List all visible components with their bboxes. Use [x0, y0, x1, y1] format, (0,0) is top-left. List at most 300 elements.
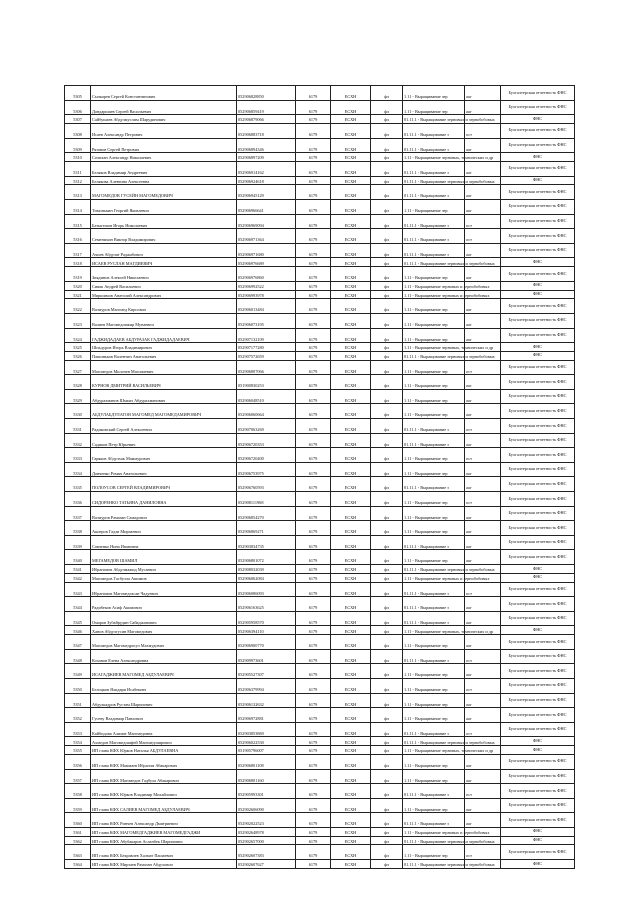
cell-num: 5330: [65, 404, 91, 419]
cell-code: 6179: [296, 635, 331, 650]
cell-src: ЕСХН: [331, 343, 371, 352]
cell-code: 6179: [296, 86, 331, 101]
cell-fl: фл: [371, 328, 403, 343]
cell-inn: 052902022523: [237, 813, 296, 828]
cell-name: Данченко Роман Анатольевич: [91, 462, 237, 477]
cell-code: 6179: [296, 267, 331, 282]
cell-fl: фл: [371, 784, 403, 799]
cell-name: ИСАГАДЖИЕВ МАГОМЕД АБДУЛАЕВИЧ: [91, 664, 237, 679]
cell-note: Бухгалтерская отчетность ФНС: [501, 375, 575, 390]
cell-num: 5364: [65, 860, 91, 869]
cell-num: 5340: [65, 550, 91, 565]
cell-name: Ахмедов Магомедшафей Магомедзаирович: [91, 737, 237, 746]
cell-fl: фл: [371, 185, 403, 200]
cell-col8: ост: [465, 784, 501, 799]
cell-note: Бухгалтерская отчетность ФНС: [501, 199, 575, 214]
cell-num: 5360: [65, 813, 91, 828]
table-row: [65, 243, 575, 258]
cell-num: 5308: [65, 123, 91, 138]
cell-code: 6179: [296, 769, 331, 784]
cell-code: 6179: [296, 582, 331, 597]
cell-note: Бухгалтерская отчетность ФНС: [501, 678, 575, 693]
cell-col8: ааг: [465, 754, 501, 769]
cell-fl: фл: [371, 433, 403, 448]
cell-name: ИП глава КФХ САЛИЕВ МАГОМЕД АБДУЛАЕВИЧ: [91, 798, 237, 813]
table-row: [65, 784, 575, 799]
cell-src: ЕСХН: [331, 746, 371, 755]
cell-col8: ост: [465, 649, 501, 664]
cell-name: МАГОМЕДОВ ГУСЕЙН МАГОМЕДОВИЧ: [91, 185, 237, 200]
cell-col8: ост: [465, 492, 501, 507]
cell-code: 6179: [296, 573, 331, 582]
cell-name: Ибрагимов Магомедгасан Чадуевич: [91, 582, 237, 597]
cell-text: 01.11.1 - Выращивание з: [403, 784, 465, 799]
cell-note: ФНС: [501, 626, 575, 635]
table-row: [65, 565, 575, 574]
cell-inn: 052906801160: [237, 769, 296, 784]
cell-num: 5321: [65, 290, 91, 299]
cell-src: ЕСХН: [331, 693, 371, 708]
cell-src: ЕСХН: [331, 214, 371, 229]
table-row: [65, 649, 575, 664]
cell-note: Бухгалтерская отчетность ФНС: [501, 328, 575, 343]
cell-fl: фл: [371, 462, 403, 477]
cell-note: Бухгалтерская отчетность ФНС: [501, 535, 575, 550]
cell-note: ФНС: [501, 860, 575, 869]
table-row: [65, 299, 575, 314]
cell-src: ЕСХН: [331, 845, 371, 860]
cell-num: 5320: [65, 281, 91, 290]
cell-num: 5351: [65, 693, 91, 708]
cell-code: 6179: [296, 138, 331, 153]
cell-fl: фл: [371, 506, 403, 521]
cell-code: 6179: [296, 678, 331, 693]
cell-fl: фл: [371, 258, 403, 267]
cell-name: Садиков Петр Юрьевич: [91, 433, 237, 448]
cell-code: 6179: [296, 433, 331, 448]
cell-note: ФНС: [501, 258, 575, 267]
cell-fl: фл: [371, 836, 403, 845]
cell-code: 6179: [296, 737, 331, 746]
cell-num: 5342: [65, 573, 91, 582]
cell-inn: 052906022530: [237, 737, 296, 746]
cell-col8: ааг: [465, 267, 501, 282]
cell-text: 1.11 - Выращивание зер: [403, 404, 465, 419]
cell-name: Сайбушаев Абдулмуслим Шарудинович: [91, 115, 237, 124]
cell-text: 1.11 - Выращивание зерновых и зернобобовых: [403, 827, 465, 836]
cell-src: ЕСХН: [331, 477, 371, 492]
cell-text: 01.11.1 - Выращивание з: [403, 535, 465, 550]
cell-text: 01.11.1 - Выращивание з: [403, 161, 465, 176]
cell-code: 6179: [296, 404, 331, 419]
cell-num: 5323: [65, 313, 91, 328]
cell-text: 01.11.1 - Выращивание зерновых и зернобобовых: [403, 351, 465, 360]
cell-code: 6179: [296, 176, 331, 185]
cell-note: Бухгалтерская отчетность ФНС: [501, 100, 575, 115]
cell-num: 5326: [65, 351, 91, 360]
cell-src: ЕСХН: [331, 664, 371, 679]
table-row: [65, 462, 575, 477]
cell-fl: фл: [371, 492, 403, 507]
cell-fl: фл: [371, 115, 403, 124]
table-row: [65, 597, 575, 612]
table-row: [65, 448, 575, 463]
cell-inn: 051905796007: [237, 746, 296, 755]
cell-note: ФНС: [501, 176, 575, 185]
cell-num: 5310: [65, 153, 91, 162]
cell-text: 1.11 - Выращивание зер: [403, 389, 465, 404]
cell-num: 5358: [65, 784, 91, 799]
cell-src: ЕСХН: [331, 351, 371, 360]
cell-code: 6179: [296, 313, 331, 328]
cell-code: 6179: [296, 521, 331, 536]
cell-code: 6179: [296, 161, 331, 176]
cell-col8: ааг: [465, 798, 501, 813]
cell-src: ЕСХН: [331, 123, 371, 138]
cell-text: 1.11 - Выращивание зер: [403, 845, 465, 860]
cell-num: 5350: [65, 678, 91, 693]
cell-name: Исаев Александр Петрович: [91, 123, 237, 138]
cell-text: 01.11.1 - Выращивание з: [403, 611, 465, 626]
table-row: [65, 678, 575, 693]
cell-note: ФНС: [501, 343, 575, 352]
cell-name: СИДОРЕНКО ТАТЬЯНА ДАНИЛОВНА: [91, 492, 237, 507]
cell-text: 1.11 - Выращивание зерновых и зернобобовых: [403, 573, 465, 582]
cell-note: Бухгалтерская отчетность ФНС: [501, 360, 575, 375]
cell-col8: ааг: [465, 433, 501, 448]
table-row: [65, 229, 575, 244]
cell-text: 01.11.1 - Выращивание з: [403, 214, 465, 229]
cell-num: 5363: [65, 845, 91, 860]
cell-name: ИСАЕВ РУСЛАН МАГДИЕВИЧ: [91, 258, 237, 267]
cell-note: ФНС: [501, 115, 575, 124]
cell-fl: фл: [371, 678, 403, 693]
cell-fl: фл: [371, 611, 403, 626]
cell-name: ИП глава КФХ Магомедов Гадбула Абакарович: [91, 769, 237, 784]
table-row: [65, 860, 575, 869]
cell-code: 6179: [296, 722, 331, 737]
cell-src: ЕСХН: [331, 827, 371, 836]
table-row: [65, 360, 575, 375]
cell-num: 5361: [65, 827, 91, 836]
cell-inn: 052903853869: [237, 722, 296, 737]
cell-src: ЕСХН: [331, 360, 371, 375]
cell-text: 1.11 - Выращивание зер: [403, 328, 465, 343]
cell-code: 6179: [296, 123, 331, 138]
cell-num: 5331: [65, 419, 91, 434]
table-row: [65, 115, 575, 124]
cell-name: Валиуров Магомед Кирсович: [91, 299, 237, 314]
cell-src: ЕСХН: [331, 389, 371, 404]
cell-text: 1.11 - Выращивание зер: [403, 754, 465, 769]
cell-text: 1.11 - Выращивание зер: [403, 678, 465, 693]
cell-text: 1.11 - Выращивание зер: [403, 664, 465, 679]
cell-inn: 052906972881: [237, 708, 296, 723]
cell-text: 1.11 - Выращивание зер: [403, 100, 465, 115]
table-row: [65, 351, 575, 360]
cell-note: Бухгалтерская отчетность ФНС: [501, 433, 575, 448]
cell-inn: 052906060664: [237, 404, 296, 419]
cell-note: Бухгалтерская отчетность ФНС: [501, 404, 575, 419]
cell-src: ЕСХН: [331, 737, 371, 746]
cell-src: ЕСХН: [331, 199, 371, 214]
cell-col8: ост: [465, 214, 501, 229]
registry-sheet: [64, 85, 574, 869]
cell-inn: 052906883718: [237, 123, 296, 138]
cell-text: 1.11 - Выращивание зер: [403, 521, 465, 536]
cell-inn: 052906760593: [237, 477, 296, 492]
cell-text: 1.11 - Выращивание зер: [403, 769, 465, 784]
cell-name: МЕГАМЕДОВ ШАМИЛ: [91, 550, 237, 565]
cell-inn: 052906379994: [237, 678, 296, 693]
cell-num: 5315: [65, 214, 91, 229]
cell-note: Бухгалтерская отчетность ФНС: [501, 313, 575, 328]
cell-note: ФНС: [501, 746, 575, 755]
cell-name: Белоцков Ялидари Исабековч: [91, 678, 237, 693]
cell-src: ЕСХН: [331, 769, 371, 784]
cell-note: Бухгалтерская отчетность ФНС: [501, 813, 575, 828]
cell-fl: фл: [371, 573, 403, 582]
cell-inn: 052905527307: [237, 664, 296, 679]
cell-num: 5317: [65, 243, 91, 258]
table-row: [65, 86, 575, 101]
cell-fl: фл: [371, 86, 403, 101]
cell-src: ЕСХН: [331, 375, 371, 390]
cell-src: ЕСХН: [331, 448, 371, 463]
cell-fl: фл: [371, 521, 403, 536]
cell-name: Шихдуров Игорь Владимирович: [91, 343, 237, 352]
table-row: [65, 492, 575, 507]
cell-code: 6179: [296, 492, 331, 507]
table-row: [65, 281, 575, 290]
cell-src: ЕСХН: [331, 281, 371, 290]
cell-name: ИП глава КФХ Мирзаев Рамазан Абдулович: [91, 860, 237, 869]
table-row: [65, 138, 575, 153]
cell-num: 5348: [65, 649, 91, 664]
cell-name: Семенихин Виктор Владимирович: [91, 229, 237, 244]
table-row: [65, 827, 575, 836]
cell-name: Ханов Абдулгусин Магомедович: [91, 626, 237, 635]
cell-note: ФНС: [501, 281, 575, 290]
cell-fl: фл: [371, 708, 403, 723]
cell-num: 5355: [65, 746, 91, 755]
cell-col8: ааг: [465, 138, 501, 153]
cell-note: ФНС: [501, 737, 575, 746]
table-row: [65, 100, 575, 115]
cell-src: ЕСХН: [331, 153, 371, 162]
cell-text: 1.11 - Выращивание зерновых, технических и др: [403, 153, 465, 162]
cell-code: 6179: [296, 813, 331, 828]
cell-inn: 052908032039: [237, 565, 296, 574]
cell-src: ЕСХН: [331, 185, 371, 200]
cell-fl: фл: [371, 477, 403, 492]
cell-code: 6179: [296, 708, 331, 723]
cell-name: АБДУЛАБДУЛАТОВ МАГОМЕД МАГОМЕДАМИРОВИЧ: [91, 404, 237, 419]
cell-note: Бухгалтерская отчетность ФНС: [501, 123, 575, 138]
cell-inn: 052906993978: [237, 290, 296, 299]
cell-text: 1.11 - Выращивание зер: [403, 708, 465, 723]
cell-num: 5335: [65, 477, 91, 492]
cell-col8: ааг: [465, 243, 501, 258]
cell-src: ЕСХН: [331, 565, 371, 574]
cell-note: Бухгалтерская отчетность ФНС: [501, 708, 575, 723]
cell-text: 01.11.1 - Выращивание зерновых и зернобобовых: [403, 258, 465, 267]
cell-col8: ааг: [465, 328, 501, 343]
cell-code: 6179: [296, 153, 331, 162]
table-row: [65, 375, 575, 390]
cell-num: 5334: [65, 462, 91, 477]
cell-name: КУРНОВ ДМИТРИЙ ВАСИЛЬЕВИЧ: [91, 375, 237, 390]
cell-src: ЕСХН: [331, 313, 371, 328]
cell-src: ЕСХН: [331, 626, 371, 635]
cell-text: 1.11 - Выращивание зер: [403, 635, 465, 650]
cell-num: 5324: [65, 328, 91, 343]
cell-note: Бухгалтерская отчетность ФНС: [501, 722, 575, 737]
cell-code: 6179: [296, 351, 331, 360]
cell-num: 5359: [65, 798, 91, 813]
table-row: [65, 693, 575, 708]
table-row: [65, 708, 575, 723]
cell-inn: 052906879066: [237, 115, 296, 124]
cell-src: ЕСХН: [331, 115, 371, 124]
cell-note: Бухгалтерская отчетность ФНС: [501, 243, 575, 258]
cell-fl: фл: [371, 737, 403, 746]
cell-inn: 052906720353: [237, 433, 296, 448]
cell-text: 01.11.1 - Выращивание з: [403, 419, 465, 434]
cell-num: 5309: [65, 138, 91, 153]
cell-note: Бухгалтерская отчетность ФНС: [501, 649, 575, 664]
cell-col8: ааг: [465, 161, 501, 176]
cell-inn: 052907132109: [237, 328, 296, 343]
cell-inn: 052906720400: [237, 448, 296, 463]
cell-num: 5319: [65, 267, 91, 282]
cell-src: ЕСХН: [331, 597, 371, 612]
cell-name: Магомедов Милочев Магомаевич: [91, 360, 237, 375]
cell-name: Миршимов Анатолий Александрович: [91, 290, 237, 299]
cell-inn: 052906945129: [237, 185, 296, 200]
cell-inn: 052906976689: [237, 258, 296, 267]
cell-code: 6179: [296, 290, 331, 299]
cell-src: ЕСХН: [331, 462, 371, 477]
cell-col8: ааг: [465, 693, 501, 708]
cell-src: ЕСХН: [331, 860, 371, 869]
cell-inn: 052906976860: [237, 267, 296, 282]
cell-col8: ост: [465, 845, 501, 860]
cell-note: Бухгалтерская отчетность ФНС: [501, 138, 575, 153]
cell-text: 1.11 - Выращивание зерновых, технических и др: [403, 343, 465, 352]
cell-col8: ааг: [465, 611, 501, 626]
cell-note: Бухгалтерская отчетность ФНС: [501, 419, 575, 434]
cell-num: 5347: [65, 635, 91, 650]
cell-note: Бухгалтерская отчетность ФНС: [501, 477, 575, 492]
cell-inn: 052906914162: [237, 161, 296, 176]
cell-code: 6179: [296, 565, 331, 574]
cell-text: 1.11 - Выращивание зерновых и зернобобовых: [403, 290, 465, 299]
cell-col8: ааг: [465, 199, 501, 214]
cell-text: 1.11 - Выращивание зер: [403, 448, 465, 463]
cell-name: ИП глава КФХ МАГОМЕДГАДЖИЕВ МАГОМЕДГАДЖИ: [91, 827, 237, 836]
cell-fl: фл: [371, 153, 403, 162]
table-row: [65, 836, 575, 845]
cell-fl: фл: [371, 813, 403, 828]
cell-col8: ааг: [465, 375, 501, 390]
cell-src: ЕСХН: [331, 243, 371, 258]
cell-note: ФНС: [501, 153, 575, 162]
table-row: [65, 746, 575, 755]
cell-text: 01.11.1 - Выращивание зерновых и зернобобовых: [403, 115, 465, 124]
cell-note: ФНС: [501, 573, 575, 582]
cell-fl: фл: [371, 299, 403, 314]
cell-col8: ост: [465, 229, 501, 244]
cell-src: ЕСХН: [331, 573, 371, 582]
cell-inn: 052905958570: [237, 611, 296, 626]
cell-src: ЕСХН: [331, 582, 371, 597]
cell-name: Рязанов Сергей Петрович: [91, 138, 237, 153]
cell-text: 1.11 - Выращивание зерновых, технических и др: [403, 626, 465, 635]
cell-text: 1.11 - Выращивание зер: [403, 267, 465, 282]
cell-col8: ост: [465, 678, 501, 693]
table-row: [65, 521, 575, 536]
cell-name: Коханов Елена Александровна: [91, 649, 237, 664]
cell-inn: 052906062084: [237, 573, 296, 582]
cell-text: 1.11 - Выращивание зер: [403, 375, 465, 390]
cell-fl: фл: [371, 635, 403, 650]
cell-inn: 052906073195: [237, 313, 296, 328]
cell-src: ЕСХН: [331, 492, 371, 507]
cell-fl: фл: [371, 351, 403, 360]
table-row: [65, 477, 575, 492]
cell-name: ИП глава КФХ Маммаев Ибрагим Абакарович: [91, 754, 237, 769]
cell-src: ЕСХН: [331, 419, 371, 434]
cell-num: 5325: [65, 343, 91, 352]
cell-src: ЕСХН: [331, 100, 371, 115]
cell-note: ФНС: [501, 351, 575, 360]
cell-code: 6179: [296, 343, 331, 352]
cell-fl: фл: [371, 626, 403, 635]
cell-num: 5352: [65, 708, 91, 723]
cell-name: Сычкарев Сергей Константинович: [91, 86, 237, 101]
cell-name: ИП глава КФХ Бекравлев Халмат Пашаевич: [91, 845, 237, 860]
cell-inn: 052903834735: [237, 535, 296, 550]
cell-src: ЕСХН: [331, 784, 371, 799]
cell-code: 6179: [296, 535, 331, 550]
cell-inn: 052902606090: [237, 798, 296, 813]
cell-src: ЕСХН: [331, 404, 371, 419]
cell-name: ИП глава КФХ Абубакаров Асланбек Шарипович: [91, 836, 237, 845]
cell-note: Бухгалтерская отчетность ФНС: [501, 448, 575, 463]
cell-inn: 052902657000: [237, 836, 296, 845]
cell-code: 6179: [296, 746, 331, 755]
cell-name: Ибрагимов Абдулмажид Мусаевич: [91, 565, 237, 574]
cell-inn: 052906013484: [237, 299, 296, 314]
cell-num: 5305: [65, 86, 91, 101]
cell-src: ЕСХН: [331, 161, 371, 176]
cell-fl: фл: [371, 448, 403, 463]
table-row: [65, 573, 575, 582]
cell-inn: 052907572659: [237, 351, 296, 360]
cell-src: ЕСХН: [331, 299, 371, 314]
cell-fl: фл: [371, 535, 403, 550]
cell-fl: фл: [371, 798, 403, 813]
cell-name: ИП глава КФХ Юрков Владимир Михайлович: [91, 784, 237, 799]
table-row: [65, 123, 575, 138]
cell-fl: фл: [371, 404, 403, 419]
table-row: [65, 199, 575, 214]
cell-src: ЕСХН: [331, 290, 371, 299]
cell-inn: 052906048510: [237, 389, 296, 404]
cell-inn: 052906132632: [237, 693, 296, 708]
cell-col8: ааг: [465, 100, 501, 115]
